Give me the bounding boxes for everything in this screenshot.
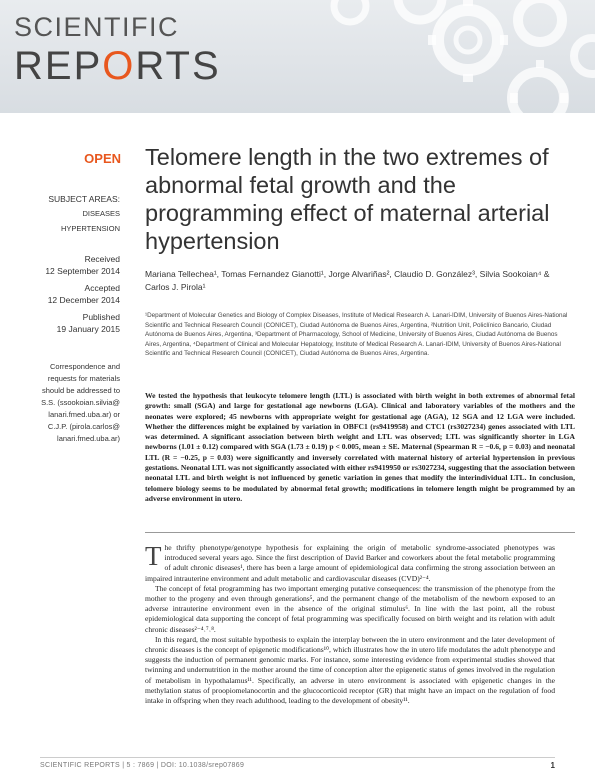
gear-large [438,10,498,70]
correspondence-line: should be addressed to [42,386,120,395]
footer-journal-name: SCIENTIFIC REPORTS [40,762,120,769]
correspondence-note [10,361,120,445]
correspondence-email-link[interactable]: lanari.fmed.uba.ar) or [48,410,120,419]
body-paragraph [145,543,555,584]
gear-large-inner [456,28,480,52]
date-received [10,253,120,277]
article-title: Telomere length in the two extremes of abnormal fetal growth and the programming effect of maternal arterial hypertension [145,144,550,254]
gear-small [398,0,442,20]
footer-doi[interactable]: | 5 : 7869 | DOI: 10.1038/srep07869 [119,762,245,769]
journal-header [0,0,595,113]
journal-logo-bottom: REPORTS [14,44,221,88]
date-accepted [10,282,120,306]
gear-small-2 [334,0,366,22]
drop-cap: T [145,541,162,571]
received-date: 12 September 2014 [45,266,120,276]
body-paragraph: In this regard, the most suitable hypothesis to explain the interplay between the in utero environment and the later development of chronic diseases is the concept of epigenetic modifications¹⁰, which illustrates how the in utero life modulates the adult phenotype and suggests the induction of permanent genomic marks. For instance, some interesting evidence from experimental studies showed that twinning and undernutrition in the mother around the time of conception alter the epigenetic status of genes involved in the regulation of metabolism in hypothalamus¹¹. Specifically, an adverse in utero environment is associated with epigenetic changes in the methylation status of proopiomelanocortin and the glucocorticoid receptor (GR) that might have an impact on the regulation of food intake in offspring when they reach adulthood, leading to the development of obesity¹¹. [145,634,555,706]
accepted-date: 12 December 2014 [47,295,120,305]
published-label: Published [82,312,120,322]
affiliations: ¹Department of Molecular Genetics and Biology of Complex Diseases, Institute of Medical Research A. Lanari-IDIM, University of Buenos Aires-National Scientific and Technical Research Council (CONICET), Ciudad Autónoma de Buenos Aires, Argentina, ²Nutrition Unit, Policlínico Bancario, Ciudad Autónoma de Buenos Aires, Argentina, ³Department of Pharmacology, School of Medicine, University of Buenos Aires, Ciudad Autónoma de Buenos Aires, Argentina, ⁴Department of Clinical and Molecular Hepatology, Institute of Medical Research A. Lanari-IDIM, University of Buenos Aires-National Scientific and Technical Research Council (CONICET), Ciudad Autónoma de Buenos Aires, Argentina. [145,312,568,357]
correspondence-line: Correspondence and [49,362,120,371]
subject-areas-heading: SUBJECT AREAS: [48,194,120,204]
subject-link-diseases[interactable]: DISEASES [82,209,120,218]
page-footer [40,757,555,772]
received-label: Received [84,254,120,264]
subject-areas [10,193,120,235]
body-paragraph: The concept of fetal programming has two important emerging putative consequences: the transmission of the phenotype from the mother to the progeny and even through generations⁵, and the permanent change of the metabolism of the newborn exposed to an adverse intrauterine environment even in the absence of the original stimulus⁶. In line with the last point, all the robust epidemiological data supporting the concept of fetal programming was specifically focused on birth weight and its relation with adult chronic diseases²⁻⁴˒⁷˒⁸. [145,583,555,634]
correspondence-email-link[interactable]: C.J.P. (pirola.carlos@ [47,422,120,431]
journal-logo-top: SCIENTIFIC [14,12,180,42]
body-paragraph-text: he thrifty phenotype/genotype hypothesis for explaining the origin of metabolic syndrome-associated phenotypes was introduced several years ago. Since the first description of David Barker and coworkers about the fetal metabolic programming of adult chronic diseases¹, there has been a large amount of epidemiological data confirming the strong association between an impaired intrauterine environment and adult metabolic and cardiovascular diseases (CVD)²⁻⁴. [145,543,555,583]
open-access-label: OPEN [84,151,121,166]
correspondence-line: requests for materials [47,374,120,383]
published-date: 19 January 2015 [56,324,120,334]
section-divider [145,532,575,533]
footer-citation [40,762,244,769]
gear-medium [518,0,562,42]
article-body [145,543,555,706]
page-number: 1 [550,761,555,770]
gear-bottom [512,72,564,113]
date-published [10,311,120,335]
correspondence-email-link[interactable]: lanari.fmed.uba.ar) [57,434,120,443]
abstract: We tested the hypothesis that leukocyte telomere length (LTL) is associated with birth weight in both extremes of abnormal fetal growth: small (SGA) and large for gestational age newborns (LGA). Clinical and laboratory variables of the mothers and the neonates were explored; 45 newborns with appropriate weight for gestational age (AGA), 12 SGA and 12 LGA were included. Whether the differences might be explained by variation in OBFC1 (rs9419958) and CTC1 (rs3027234) genes associated with LTL was determined. A significant association between birth weight and LTL was observed; LTL was significantly shorter in LGA newborns (1.01 ± 0.12) compared with SGA (1.73 ± 0.19) p < 0.005, mean ± SE. Maternal (Spearman R = −0.6, p = 0.03) and neonatal LTL (R = −0.25, p = 0.03) were significantly and inversely correlated with maternal history of arterial hypertension in previous gestations. Neonatal LTL was not significantly associated with either rs9419950 or rs3027234, suggesting that the association between neonatal LTL and birth weight is not influenced by genetic variation in genes that modify the interindividual LTL. In conclusion, telomere biology seems to be modulated by abnormal fetal growth; modifications in telomere length might be programmed by an adverse environment in utero. [145,391,575,503]
author-list: Mariana Tellechea¹, Tomas Fernandez Gianotti¹, Jorge Alvariñas², Claudio D. González³, Silvia Sookoian⁴ & Carlos J. Pirola¹ [145,269,550,292]
accepted-label: Accepted [84,283,120,293]
subject-link-hypertension[interactable]: HYPERTENSION [60,224,120,233]
correspondence-email-link[interactable]: S.S. (ssookoian.silvia@ [41,398,120,407]
gear-right [574,38,595,74]
